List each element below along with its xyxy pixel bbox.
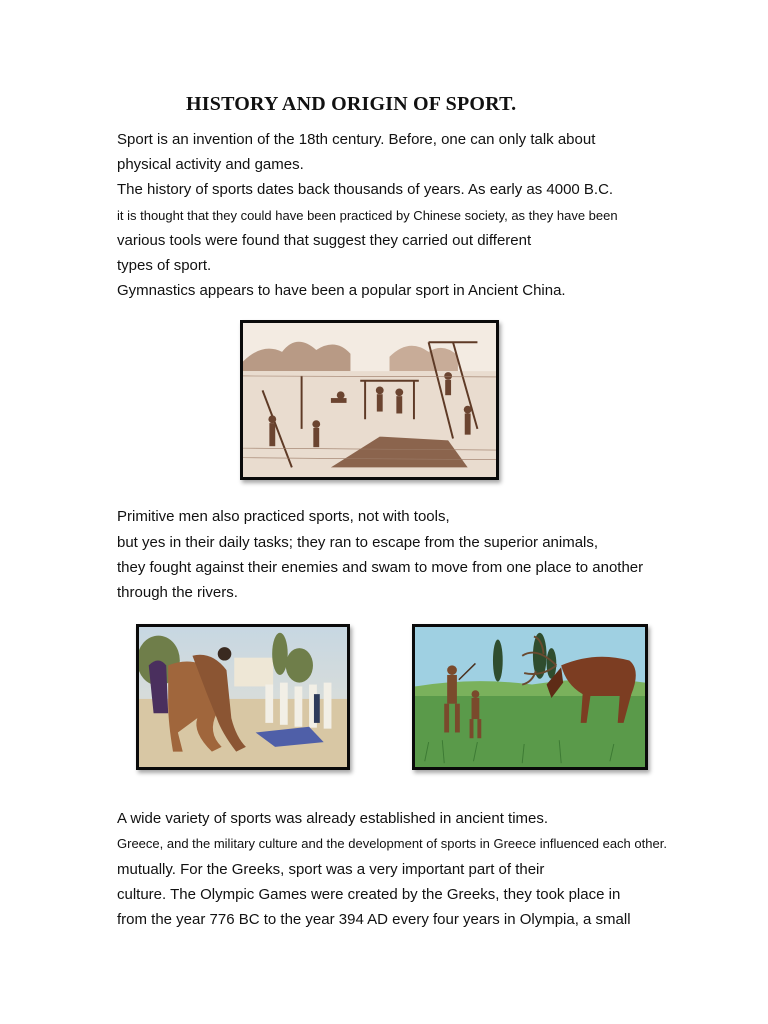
text-line: various tools were found that suggest they carried out different (117, 232, 532, 249)
text-line: it is thought that they could have been practiced by Chinese society, as they have been (117, 208, 618, 223)
text-line: they fought against their enemies and swam to move from one place to another (117, 559, 644, 576)
text-line: The history of sports dates back thousands of years. As early as 4000 B.C. (117, 181, 614, 198)
text-line: Gymnastics appears to have been a popular sport in Ancient China. (117, 282, 566, 299)
greek-wrestlers-painting-icon (139, 627, 347, 767)
text-line: Greece, and the military culture and the development of sports in Greece influenced each other. (117, 836, 667, 851)
ancient-gymnastics-engraving-icon (243, 323, 496, 477)
text-line: through the rivers. (117, 584, 238, 601)
text-line: types of sport. (117, 257, 212, 274)
text-line: culture. The Olympic Games were created by the Greeks, they took place in (117, 886, 621, 903)
text-line: A wide variety of sports was already established in ancient times. (117, 810, 549, 827)
page-title: HISTORY AND ORIGIN OF SPORT. (186, 93, 517, 115)
text-line: physical activity and games. (117, 156, 304, 173)
text-line: Primitive men also practiced sports, not with tools, (117, 508, 450, 525)
text-line: Sport is an invention of the 18th century. Before, one can only talk about (117, 131, 596, 148)
text-line: from the year 776 BC to the year 394 AD every four years in Olympia, a small (117, 911, 631, 928)
primitive-hunters-painting-image (412, 624, 648, 770)
greek-wrestlers-painting-image (136, 624, 350, 770)
text-line: but yes in their daily tasks; they ran to escape from the superior animals, (117, 534, 599, 551)
text-line: mutually. For the Greeks, sport was a very important part of their (117, 861, 545, 878)
primitive-hunters-elk-painting-icon (415, 627, 645, 767)
ancient-gymnastics-engraving-image (240, 320, 499, 480)
